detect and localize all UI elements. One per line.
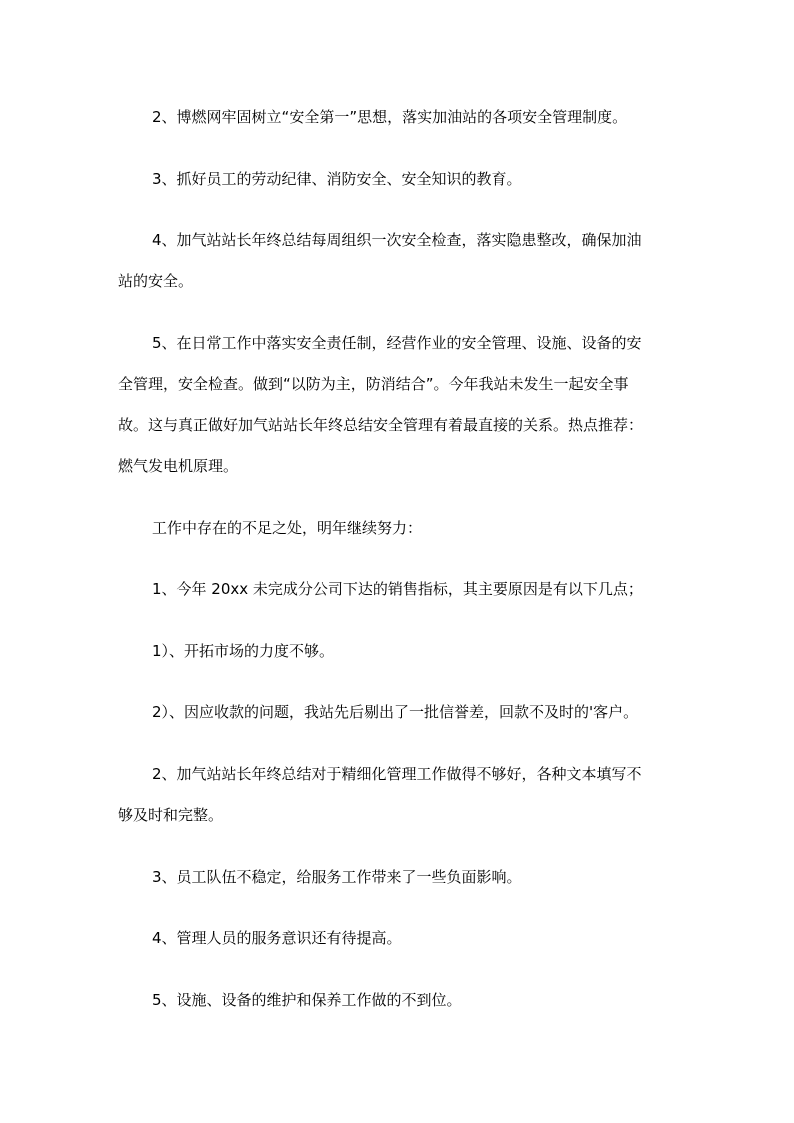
paragraph-line: 燃气发电机原理。 [118,457,239,475]
paragraph-line: 1）、开拓市场的力度不够。 [152,642,335,660]
paragraph-line: 3、员工队伍不稳定，给服务工作带来了一些负面影响。 [152,868,522,886]
paragraph-line: 故。这与真正做好加气站站长年终总结安全管理有着最直接的关系。热点推荐： [118,416,644,434]
paragraph-sales-target [118,569,688,610]
paragraph-line: 2）、因应收款的问题，我站先后剔出了一批信誉差，回款不及时的'客户。 [152,703,639,721]
paragraph-shortcomings-heading [118,508,688,549]
paragraph-market-development [118,631,688,672]
paragraph-line: 2、博燃网牢固树立“安全第一”思想，落实加油站的各项安全管理制度。 [152,108,628,126]
paragraph-receivables [118,692,688,733]
paragraph-line: 1、今年 20xx 未完成分公司下达的销售指标，其主要原因是有以下几点； [152,580,643,598]
paragraph-line: 5、在日常工作中落实安全责任制，经营作业的安全管理、设施、设备的安 [152,334,642,352]
paragraph-line: 5、设施、设备的维护和保养工作做的不到位。 [152,991,462,1009]
paragraph-line: 站的安全。 [118,272,194,290]
paragraph-responsibility-system [118,323,688,487]
paragraph-staff-education [118,159,688,200]
paragraph-weekly-inspection [118,220,688,302]
paragraph-line: 工作中存在的不足之处，明年继续努力： [152,519,423,537]
paragraph-line: 4、管理人员的服务意识还有待提高。 [152,929,402,947]
paragraph-equipment-maintenance [118,980,688,1021]
paragraph-fine-management [118,754,688,836]
paragraph-line: 4、加气站站长年终总结每周组织一次安全检查，落实隐患整改，确保加油 [152,231,642,249]
paragraph-line: 全管理，安全检查。做到“以防为主，防消结合”。今年我站未发生一起安全事 [118,375,629,393]
paragraph-service-awareness [118,918,688,959]
paragraph-safety-first [118,97,688,138]
paragraph-staff-instability [118,857,688,898]
paragraph-line: 2、加气站站长年终总结对于精细化管理工作做得不够好，各种文本填写不 [152,765,642,783]
paragraph-line: 3、抓好员工的劳动纪律、消防安全、安全知识的教育。 [152,170,522,188]
paragraph-line: 够及时和完整。 [118,806,224,824]
